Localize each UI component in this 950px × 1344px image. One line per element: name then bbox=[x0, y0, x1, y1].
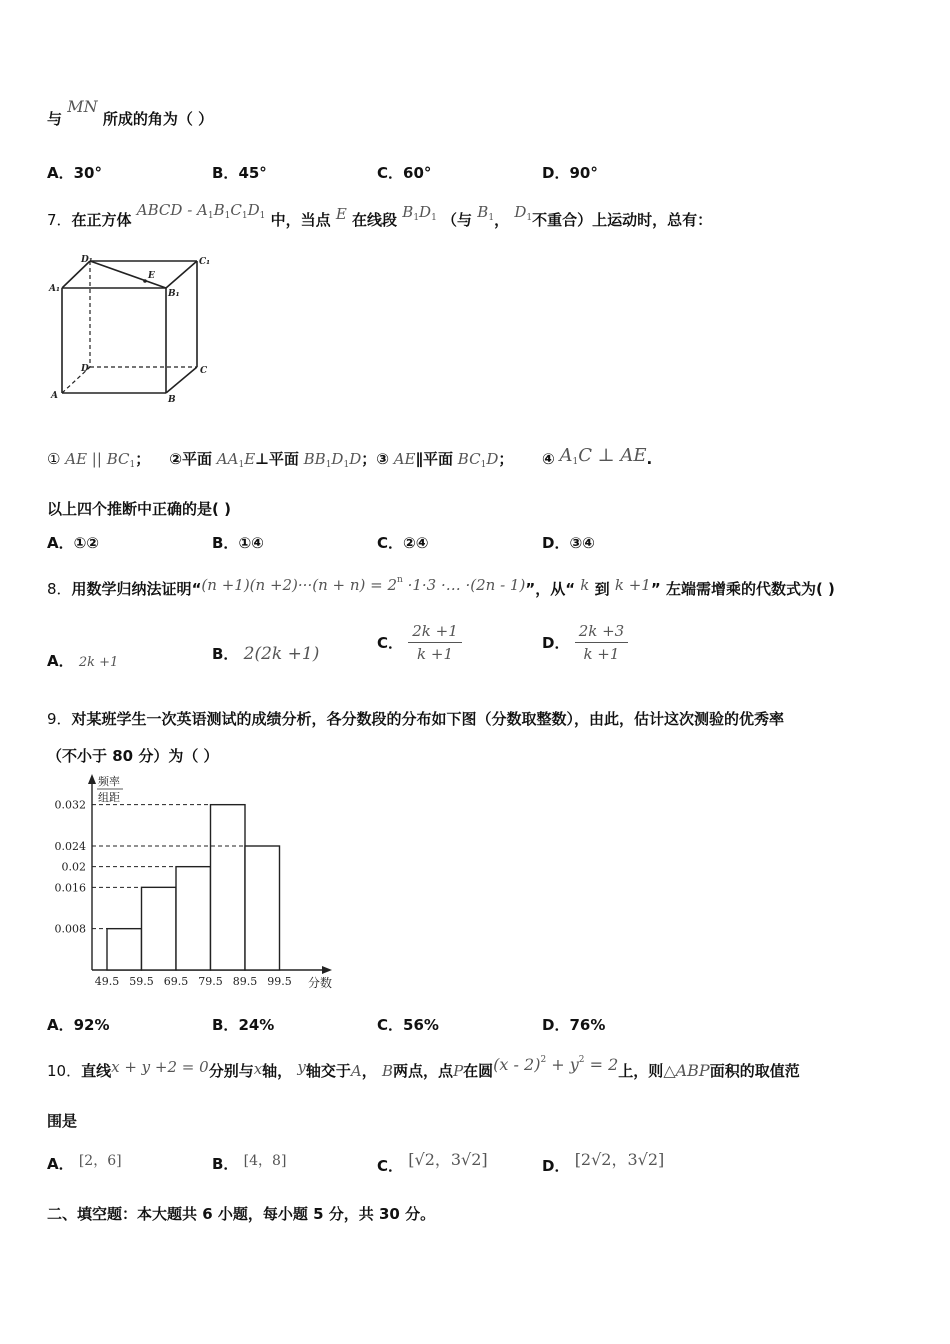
q6-option-d[interactable]: D．90° bbox=[542, 164, 598, 182]
q10-option-d[interactable]: D． [2√2，3√2] bbox=[542, 1150, 665, 1175]
q7-option-a[interactable]: A．①② bbox=[47, 534, 100, 552]
ylabel-top: 频率 bbox=[98, 775, 120, 788]
label-e: E bbox=[148, 271, 155, 281]
xtick-label-0: 49.5 bbox=[94, 975, 120, 988]
q8-option-a[interactable]: A． 2k +1 bbox=[47, 652, 119, 670]
bar-3 bbox=[211, 805, 246, 970]
q10-stem-line2: 围是 bbox=[47, 1112, 78, 1130]
label-d: D bbox=[81, 364, 89, 374]
q9-option-c[interactable]: C．56% bbox=[377, 1016, 439, 1034]
ylabel-bottom: 组距 bbox=[98, 791, 120, 804]
q6-option-b[interactable]: B．45° bbox=[212, 164, 267, 182]
q7-option-d[interactable]: D．③④ bbox=[542, 534, 595, 552]
x-axis-arrow bbox=[322, 966, 332, 974]
q7-stem: 7．在正方体 ABCD - $A_1B_1C_1D_1$ 中，当点 E 在线段 $B_1D_1$ （与 $B_1$， $D_1$不重合）上运动时，总有： bbox=[47, 201, 713, 229]
edge-b1-c1 bbox=[166, 261, 197, 288]
q7-option-b[interactable]: B．①④ bbox=[212, 534, 264, 552]
edge-b-c bbox=[166, 367, 197, 393]
label-c1: C₁ bbox=[199, 257, 211, 267]
q9-stem-line2: （不小于 80 分）为（ ） bbox=[47, 747, 219, 765]
q6-option-a[interactable]: A．30° bbox=[47, 164, 102, 182]
bar-4 bbox=[245, 846, 280, 970]
q10-option-a[interactable]: A． [2，6] bbox=[47, 1153, 122, 1173]
label-d1: D₁ bbox=[81, 255, 93, 265]
ytick-label-1: 0.024 bbox=[54, 840, 86, 853]
q10-stem-line1: 10．直线x + y +2 = 0分别与x轴， y轴交于A， B两点，点P在圆$(x - 2)^2 + y^2 = 2$上，则△ABP面积的取值范 bbox=[47, 1055, 800, 1080]
q10-option-b[interactable]: B． [4，8] bbox=[212, 1153, 287, 1173]
q7-statements: ① AE || $BC_1$； ②平面 $AA_1E\perp$平面 $BB_1D_1D$；③ AE∥平面 $BC_1D$； ④ $A_1C$ ⊥ AE. bbox=[47, 445, 653, 470]
q6-option-c[interactable]: C．60° bbox=[377, 164, 432, 182]
q9-option-a[interactable]: A．92% bbox=[47, 1016, 110, 1034]
q8-option-c[interactable]: C． $\frac{2k +1}{k +1}$ bbox=[377, 622, 462, 663]
label-b1: B₁ bbox=[168, 289, 180, 299]
q8-option-b[interactable]: B． 2(2k +1) bbox=[212, 644, 320, 664]
y-axis-arrow bbox=[88, 774, 96, 784]
bar-2 bbox=[176, 867, 211, 970]
label-b: B bbox=[168, 395, 176, 405]
point-e bbox=[143, 279, 147, 283]
ytick-label-3: 0.016 bbox=[54, 881, 86, 895]
label-a: A bbox=[51, 391, 58, 401]
xlabel: 分数 bbox=[308, 976, 333, 990]
q9-option-b[interactable]: B．24% bbox=[212, 1016, 275, 1034]
q8-stem: 8．用数学归纳法证明“$(n +1)(n +2)\cdot\cdot\cdot(n + n) = 2^n \cdot 1\cdot 3$ ·… ·(2n - 1)”，从“ k 到 k +1” 左端需增乘的代数式为( ) bbox=[47, 575, 835, 598]
bar-0 bbox=[107, 929, 142, 970]
edge-a1-d1 bbox=[62, 261, 90, 288]
ytick-label-4: 0.008 bbox=[54, 922, 86, 936]
q7-option-c[interactable]: C．②④ bbox=[377, 534, 429, 552]
histogram-chart bbox=[44, 770, 344, 995]
q7-prompt: 以上四个推断中正确的是( ) bbox=[47, 500, 231, 518]
q9-option-d[interactable]: D．76% bbox=[542, 1016, 606, 1034]
bar-1 bbox=[142, 887, 177, 970]
xtick-label-5: 99.5 bbox=[267, 975, 292, 988]
xtick-label-2: 69.5 bbox=[163, 975, 189, 988]
q9-stem-line1: 9．对某班学生一次英语测试的成绩分析，各分数段的分布如下图（分数取整数），由此，估计这次测验的优秀率 bbox=[47, 710, 785, 728]
q6-math-mn: MN bbox=[67, 97, 98, 116]
xtick-label-3: 79.5 bbox=[198, 975, 223, 988]
q10-option-c[interactable]: C． [√2，3√2] bbox=[377, 1150, 488, 1175]
q8-option-d[interactable]: D． $\frac{2k +3}{k +1}$ bbox=[542, 622, 628, 663]
q6-stem-tail: 与 MN 所成的角为（ ） bbox=[47, 97, 214, 128]
cube-figure bbox=[44, 250, 224, 410]
label-a1: A₁ bbox=[49, 284, 60, 294]
xtick-label-4: 89.5 bbox=[232, 975, 258, 988]
ytick-label-0: 0.032 bbox=[54, 798, 86, 812]
section-2-heading: 二、填空题：本大题共 6 小题，每小题 5 分，共 30 分。 bbox=[47, 1205, 436, 1223]
label-c: C bbox=[200, 366, 208, 376]
xtick-label-1: 59.5 bbox=[129, 975, 154, 988]
ytick-label-2: 0.02 bbox=[61, 860, 86, 874]
